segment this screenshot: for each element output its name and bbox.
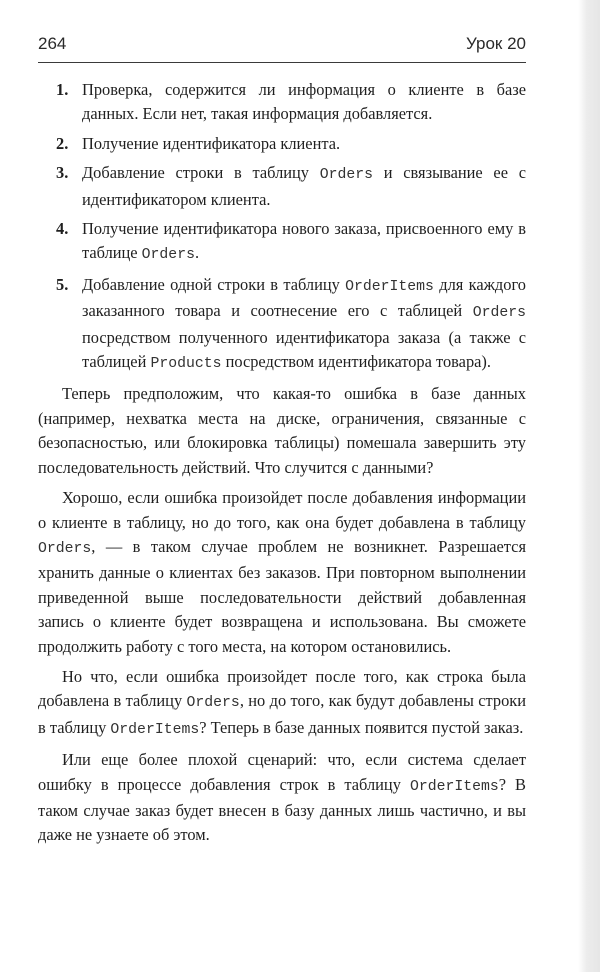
paragraph-text: ? В таком случае заказ будет внесен в базу данных лишь частично, и вы даже не узнаете об этом.	[38, 774, 526, 845]
paragraph-text: Или еще более плохой сценарий: что, если система сделает ошибку в процессе добавления строк в таблицу	[38, 750, 526, 794]
code-orders: Orders	[186, 695, 240, 712]
header-rule	[38, 62, 526, 63]
step-text: .	[194, 243, 200, 263]
step-number: 3.	[56, 163, 69, 183]
step-item	[38, 78, 526, 127]
paragraph	[38, 665, 526, 742]
step-text: Получение идентификатора нового заказа, присвоенного ему в таблице	[82, 219, 526, 263]
step-item	[38, 217, 526, 268]
paragraph-text: Теперь предположим, что какая-то ошибка в базе данных (например, нехватка места на диске, ограничения, связанные с безопасностью, или блокировка таблицы) помешала завершить эту последовательность действий. Что случится с данными?	[38, 384, 526, 477]
paragraph-text: Но что, если ошибка произойдет после того, как строка была добавлена в таблицу	[38, 666, 526, 711]
code-orders: Orders	[38, 540, 92, 557]
step-item	[38, 273, 526, 377]
step-text: для каждого заказанного товара и соотнесение его с таблицей	[82, 274, 526, 321]
step-number: 4.	[56, 219, 69, 239]
paragraph-text: Хорошо, если ошибка произойдет после добавления информации о клиенте в таблицу, но до того, как она будет добавлена в таблицу	[38, 488, 526, 532]
step-text: Проверка, содержится ли информация о клиенте в базе данных. Если нет, такая информация добавляется.	[82, 80, 526, 124]
paragraph-text: , но до того, как будут добавлены строки в таблицу	[38, 691, 526, 737]
code-orders: Orders	[141, 247, 195, 264]
step-text: посредством идентификатора товара).	[221, 352, 491, 372]
step-text: Получение идентификатора клиента.	[82, 133, 341, 153]
step-text: Добавление одной строки в таблицу	[82, 274, 346, 294]
paragraph	[38, 486, 526, 659]
code-products: Products	[150, 356, 222, 373]
paragraph-text: ? Теперь в базе данных появится пустой заказ.	[199, 717, 524, 737]
steps-list	[38, 78, 526, 376]
code-orderitems: OrderItems	[345, 278, 434, 295]
code-orderitems: OrderItems	[110, 721, 200, 738]
page-gutter-shadow	[578, 0, 600, 972]
page-body	[38, 78, 526, 854]
code-orders: Orders	[319, 167, 374, 184]
lesson-title: Урок 20	[465, 34, 526, 53]
step-item	[38, 161, 526, 212]
step-number: 1.	[56, 80, 69, 99]
step-text: и связывание ее с идентификатором клиента.	[82, 163, 526, 209]
code-orders: Orders	[472, 305, 526, 322]
step-text: посредством полученного идентификатора заказа (а также с таблицей	[82, 327, 526, 372]
step-number: 2.	[56, 133, 69, 153]
paragraph-text: , — в таком случае проблем не возникнет. Разрешается хранить данные о клиентах без заказов. При повторном выполнении приведенной выше последовательности действий добавленная запись о клиенте будет возвращена и использована. Вы сможете продолжить работу с того места, на котором остановились.	[38, 536, 526, 656]
code-orderitems: OrderItems	[409, 778, 499, 795]
step-number: 5.	[56, 274, 69, 294]
paragraph	[38, 382, 526, 480]
page-number: 264	[38, 34, 67, 53]
running-header	[38, 34, 526, 60]
paragraph	[38, 748, 526, 848]
step-text: Добавление строки в таблицу	[82, 163, 320, 183]
step-item	[38, 132, 526, 156]
